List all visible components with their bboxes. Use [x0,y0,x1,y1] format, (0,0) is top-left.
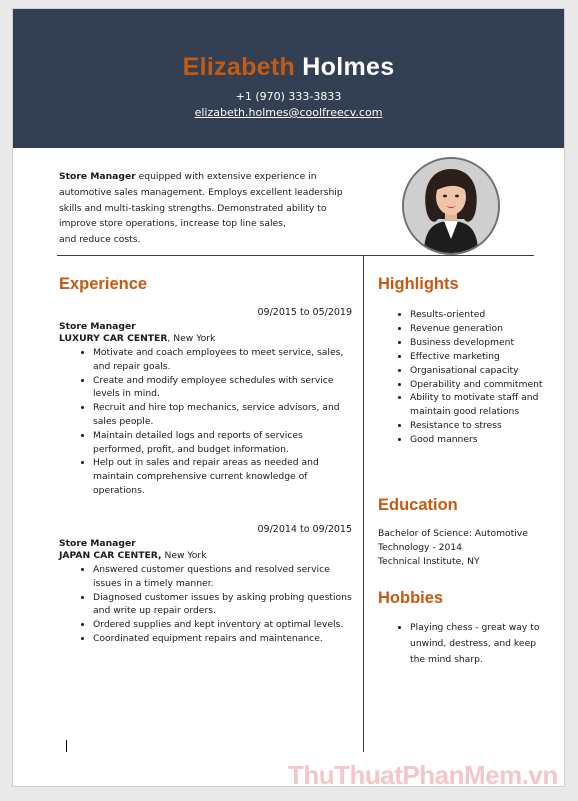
summary-line: and reduce costs. [59,234,141,246]
summary-line: equipped with extensive experience in [135,171,317,182]
last-name: Holmes [302,53,395,81]
summary-lead: Store Manager [59,171,136,182]
list-item: • Ordered supplies and kept inventory at optimal levels. [93,618,352,632]
resume-page [12,8,565,787]
section-divider [57,255,534,256]
highlights-section [378,308,548,447]
job-company [59,550,352,561]
list-item: • Create and modify employee schedules with service levels in mind. [93,374,352,402]
job-entry [59,307,352,498]
first-name: Elizabeth [182,53,296,81]
profile-photo [402,157,500,255]
full-name [13,53,564,82]
experience-heading: Experience [59,275,148,293]
job-company [59,333,352,344]
list-item: • Recruit and hire top mechanics, service advisors, and sales people. [93,401,352,429]
education-section [378,527,548,568]
company-name: JAPAN CAR CENTER, [59,550,162,561]
list-item: • Diagnosed customer issues by asking probing questions and write up repair orders. [93,591,352,619]
list-item: • Results-oriented [410,308,548,322]
list-item: • Resistance to stress [410,419,548,433]
summary-line: skills and multi-tasking strengths. Demonstrated ability to [59,202,327,214]
list-item: • Playing chess - great way to unwind, destress, and keep the mind sharp. [410,620,548,668]
highlights-heading: Highlights [378,275,459,293]
company-location: New York [161,550,207,561]
hobbies-heading: Hobbies [378,589,444,607]
list-item: • Help out in sales and repair areas as needed and maintain comprehensive current knowledge of operations. [93,456,352,497]
company-location: , New York [167,333,216,344]
list-item: • Maintain detailed logs and reports of services performed, profit, and budget information. [93,429,352,457]
profile-summary [59,169,345,248]
text-cursor [66,740,67,752]
list-item: • Motivate and coach employees to meet service, sales, and repair goals. [93,346,352,374]
job-title: Store Manager [59,321,136,332]
list-item: • Effective marketing [410,350,548,364]
education-school: Technical Institute, NY [378,555,480,567]
summary-line: automotive sales management. Employs excellent leadership [59,186,343,198]
list-item: • Ability to motivate staff and maintain good relations [410,391,548,419]
education-year: Technology - 2014 [378,541,462,553]
list-item: • Operability and commitment [410,378,548,392]
job-dates: 09/2015 to 05/2019 [257,307,352,318]
job-title: Store Manager [59,538,136,549]
portrait-icon [404,159,498,253]
summary-line: improve store operations, increase top line sales, [59,218,286,230]
job-bullets [59,346,352,498]
watermark-text: ThuThuatPhanMem.vn [288,760,558,790]
column-divider [363,256,364,752]
job-entry [59,524,352,646]
list-item: • Business development [410,336,548,350]
education-degree: Bachelor of Science: Automotive [378,528,528,539]
company-name: LUXURY CAR CENTER [59,333,168,344]
list-item: • Answered customer questions and resolved service issues in a timely manner. [93,563,352,591]
job-bullets [59,563,352,646]
list-item: • Good manners [410,433,548,447]
email-link[interactable]: elizabeth.holmes@coolfreecv.com [194,106,383,119]
list-item: • Organisational capacity [410,364,548,378]
hobbies-section [378,620,548,668]
job-dates: 09/2014 to 09/2015 [257,524,352,535]
hobbies-list [378,620,548,668]
education-heading: Education [378,496,458,514]
resume-header [13,9,564,148]
list-item: • Revenue generation [410,322,548,336]
phone-number: +1 (970) 333-3833 [235,90,342,103]
highlights-list [378,308,548,447]
list-item: • Coordinated equipment repairs and maintenance. [93,632,352,646]
